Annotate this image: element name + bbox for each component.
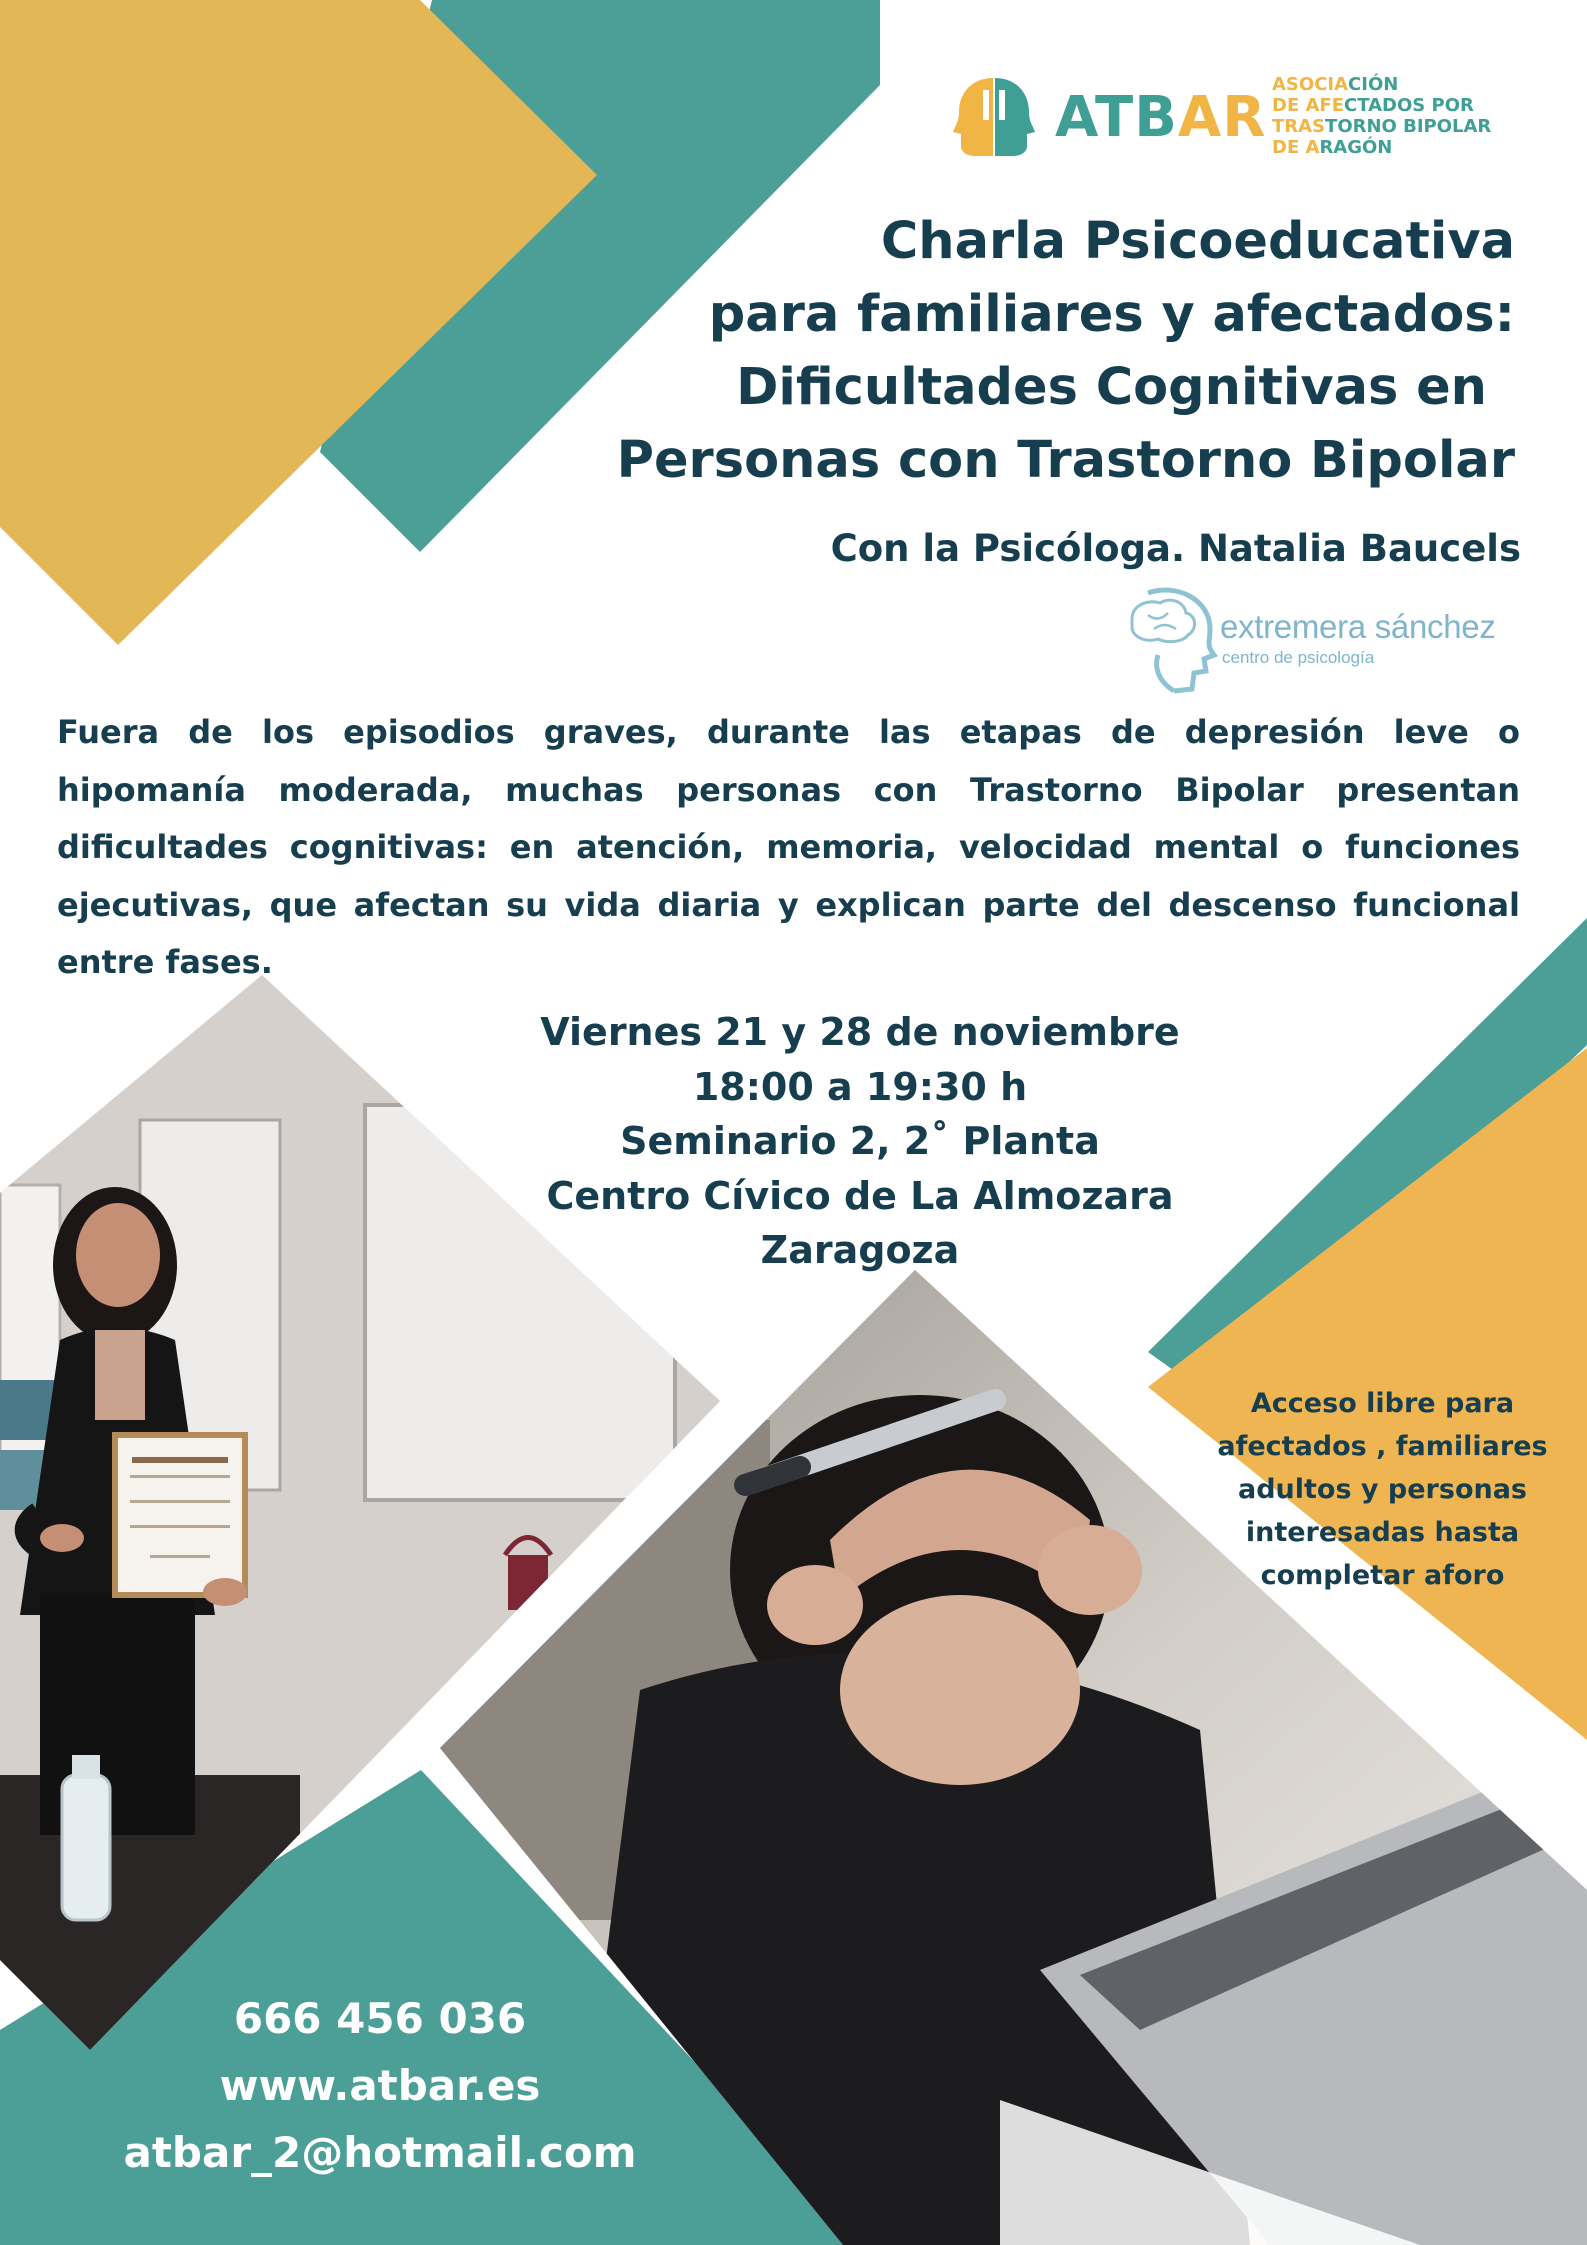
title-line-2: para familiares y afectados: — [708, 285, 1515, 344]
event-time: 18:00 a 19:30 h — [692, 1064, 1028, 1109]
atbar-logo-wordmark: ATBAR — [1055, 85, 1267, 150]
access-line-2: afectados , familiares — [1217, 1431, 1548, 1462]
speaker-line: Con la Psicóloga. Natalia Baucels — [830, 527, 1521, 570]
access-line-3: adultos y personas — [1237, 1474, 1528, 1505]
access-line-4: interesadas hasta — [1245, 1517, 1520, 1548]
atbar-logo-subtitle: ASOCIACIÓN DE AFECTADOS POR TRASTORNO BIPOLAR DE ARAGÓN — [1272, 74, 1492, 158]
page-title — [415, 205, 1515, 497]
centre-subtitle: centro de psicología — [1222, 648, 1375, 667]
centre-name: extremera sánchez — [1220, 608, 1496, 645]
contact-email-link[interactable]: atbar_2@hotmail.com — [123, 2128, 637, 2177]
access-line-1: Acceso libre para — [1250, 1388, 1515, 1419]
event-room: Seminario 2, 2˚ Planta — [620, 1119, 1100, 1163]
access-note — [1195, 1382, 1570, 1597]
contact-phone[interactable]: 666 456 036 — [233, 1994, 527, 2043]
head-profiles-icon — [953, 76, 1035, 160]
contact-website-link[interactable]: www.atbar.es — [219, 2061, 541, 2110]
title-line-4: Personas con Trastorno Bipolar — [616, 431, 1515, 490]
title-line-3: Dificultades Cognitivas en — [736, 358, 1487, 417]
description-paragraph: Fuera de los episodios graves, durante las etapas de depresión leve o hipomanía moderada, muchas personas con Trastorno Bipolar presentan dificultades cognitivas: en atención, memoria, velocidad mental o funciones ejecutivas, que afectan su vida diaria y explican parte del descenso funcional entre fases. — [57, 713, 1520, 981]
event-city: Zaragoza — [760, 1228, 960, 1272]
title-line-1: Charla Psicoeducativa — [880, 212, 1515, 271]
access-line-5: completar aforo — [1260, 1560, 1505, 1591]
contact-block — [60, 1985, 700, 2186]
event-venue: Centro Cívico de La Almozara — [546, 1173, 1174, 1218]
event-date: Viernes 21 y 28 de noviembre — [540, 1010, 1180, 1054]
event-details — [470, 1005, 1250, 1278]
